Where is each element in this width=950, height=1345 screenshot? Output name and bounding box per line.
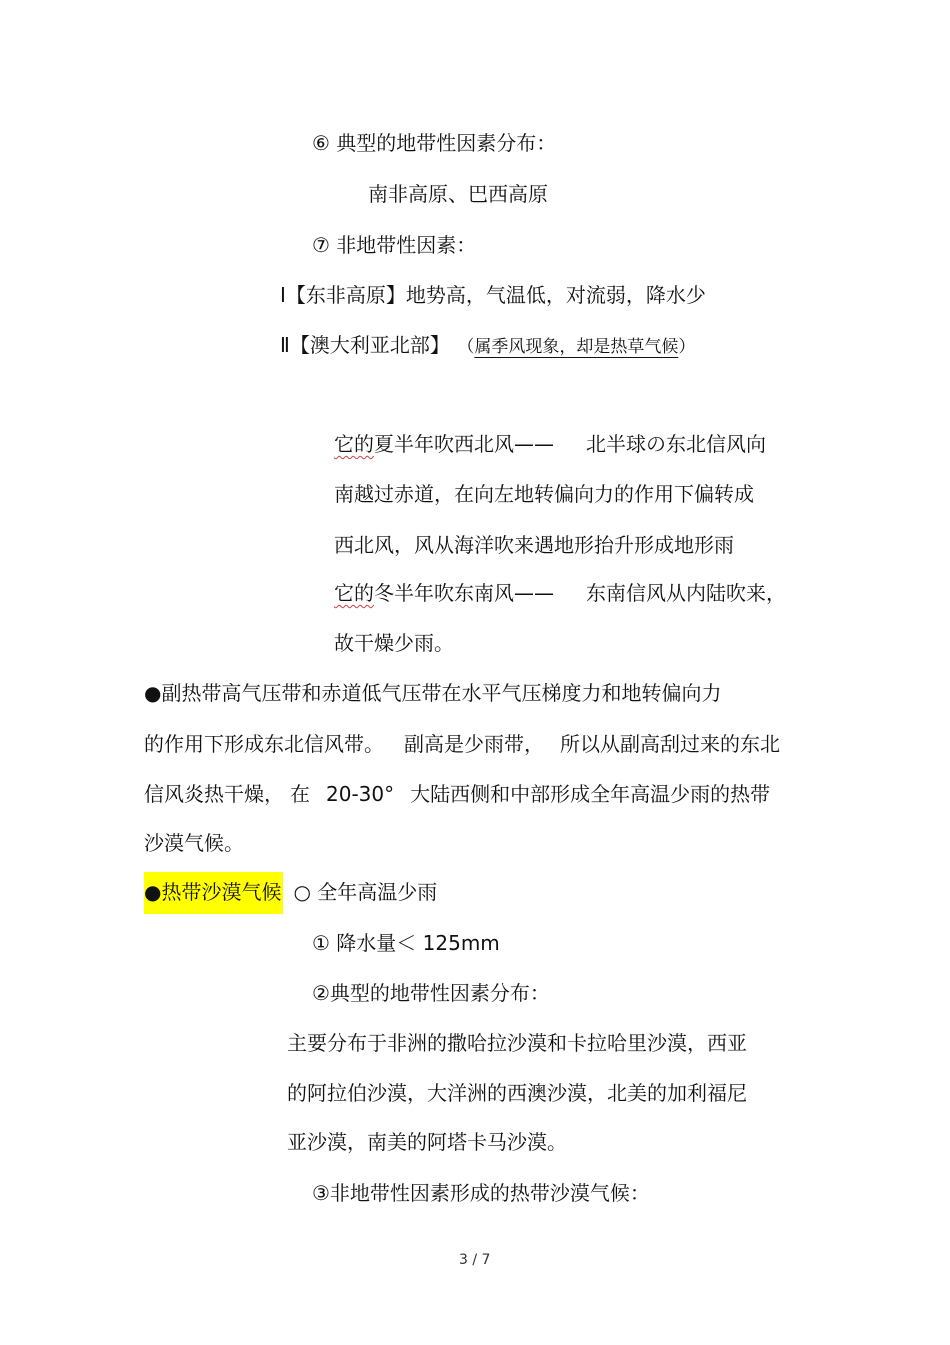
text-segment: Ⅱ【澳大利亚北部】 (280, 333, 450, 357)
text-line: ②典型的地带性因素分布： (312, 981, 550, 1005)
text-line (334, 431, 766, 457)
highlighted-heading: ●热带沙漠气候 (144, 872, 283, 914)
text-line: 西北风，风从海洋吹来遇地形抬升形成地形雨 (334, 533, 734, 557)
text-segment: 所以从副高刮过来的东北 (560, 732, 780, 756)
text-line: ① 降水量＜ 125mm (312, 931, 500, 955)
spellcheck-underlined: 它的 (334, 432, 374, 456)
text-segment: 冬半年吹东南风—— (374, 581, 554, 605)
text-line: ⑦ 非地带性因素： (312, 233, 477, 257)
text-line: 主要分布于非洲的撒哈拉沙漠和卡拉哈里沙漠，西亚 (287, 1031, 747, 1055)
text-segment: 东南信风从内陆吹来， (586, 581, 786, 605)
text-line: 亚沙漠，南美的阿塔卡马沙漠。 (287, 1130, 567, 1154)
text-line (334, 580, 786, 606)
text-line (280, 332, 695, 360)
text-segment: （ (465, 337, 475, 357)
text-line: 沙漠气候。 (144, 831, 244, 855)
text-segment: ○ 全年高温少雨 (293, 880, 438, 904)
text-segment: 20-30° (326, 782, 395, 806)
text-segment: 信风炎热干燥， (144, 782, 284, 806)
text-line: ⑥ 典型的地带性因素分布： (312, 131, 557, 155)
text-line (144, 879, 437, 905)
text-segment: 夏半年吹西北风—— (374, 432, 554, 456)
text-segment: 的作用下形成东北信风带。 (144, 732, 384, 756)
page-number: 3 / 7 (459, 1252, 491, 1268)
text-line: ③非地带性因素形成的热带沙漠气候： (312, 1181, 650, 1205)
note-underlined: 属季风现象，却是热草气候 (474, 337, 679, 357)
text-segment: 北半球の东北信风向 (586, 432, 766, 456)
spellcheck-underlined: 它的 (334, 581, 374, 605)
text-segment: 副高是少雨带， (404, 732, 544, 756)
text-segment: ） (678, 337, 696, 357)
text-line: 的阿拉伯沙漠，大洋洲的西澳沙漠，北美的加利福尼 (287, 1081, 747, 1105)
text-line: ●副热带高气压带和赤道低气压带在水平气压梯度力和地转偏向力 (144, 681, 722, 705)
text-segment: 在 (290, 782, 310, 806)
text-line: Ⅰ【东非高原】地势高，气温低，对流弱，降水少 (280, 283, 706, 307)
text-segment: 大陆西侧和中部形成全年高温少雨的热带 (410, 782, 771, 806)
text-line: 南越过赤道，在向左地转偏向力的作用下偏转成 (334, 482, 754, 506)
text-line: 南非高原、巴西高原 (368, 182, 548, 206)
text-line: 故干燥少雨。 (334, 631, 454, 655)
text-line (144, 781, 770, 807)
text-line (144, 731, 780, 757)
